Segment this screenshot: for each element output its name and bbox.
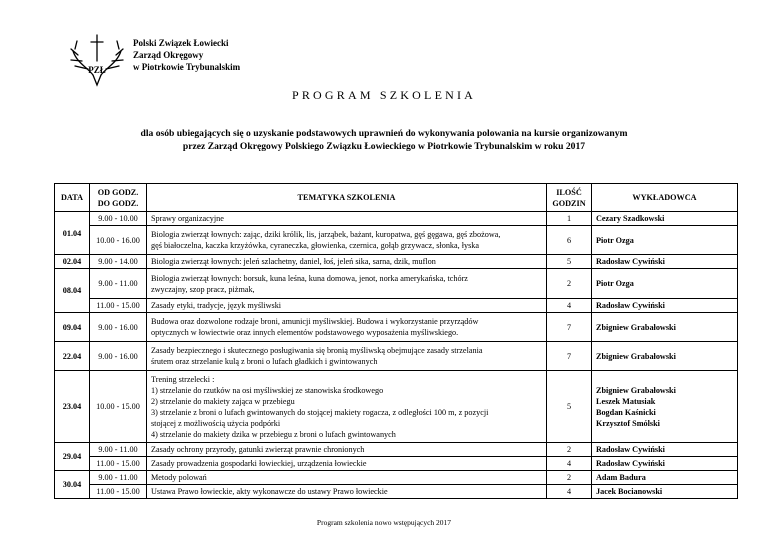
organization-header xyxy=(133,37,240,73)
row-hours: 5 xyxy=(547,371,592,443)
table-row xyxy=(55,269,738,299)
row-hours: 4 xyxy=(547,485,592,499)
topic-line: Metody polowań xyxy=(151,473,207,482)
row-lecturer: Radosław Cywiński xyxy=(592,299,738,313)
row-hours: 6 xyxy=(547,226,592,255)
row-lecturer: Zbigniew Grabałowski xyxy=(592,313,738,342)
row-lecturer xyxy=(592,371,738,443)
pzl-logo-icon xyxy=(67,29,127,89)
topic-line: Biologia zwierząt łownych: jeleń szlachetny, daniel, łoś, jeleń sika, sarna, dzik, muflon xyxy=(151,257,436,266)
topic-line: Zasady ochrony przyrody, gatunki zwierząt prawnie chronionych xyxy=(151,445,365,454)
topic-line: Zasady etyki, tradycje, język myśliwski xyxy=(151,301,282,310)
topic-line: Biologia zwierząt łownych: borsuk, kuna leśna, kuna domowa, jenot, norka amerykańska, tchórz xyxy=(151,273,468,283)
topic-line: optycznych w łowiectwie oraz innych elementów podstawowego wyposażenia myśliwskiego. xyxy=(151,328,459,337)
topic-line: gęś białoczelna, kaczka krzyżówka, cyraneczka, głowienka, czernica, gołąb grzywacz, słonka, łyska xyxy=(151,241,480,250)
table-row xyxy=(55,342,738,371)
row-time: 10.00 - 15.00 xyxy=(90,371,147,443)
table-row xyxy=(55,443,738,457)
row-topic xyxy=(147,342,547,371)
row-time: 10.00 - 16.00 xyxy=(90,226,147,255)
row-time: 9.00 - 10.00 xyxy=(90,212,147,226)
subtitle-line-2: przez Zarząd Okręgowy Polskiego Związku Łowieckiego w Piotrkowie Trybunalskim w roku 2017 xyxy=(182,141,586,152)
row-lecturer: Jacek Bocianowski xyxy=(592,485,738,499)
row-hours: 4 xyxy=(547,457,592,471)
subtitle-line-1: dla osób ubiegających się o uzyskanie podstawowych uprawnień do wykonywania polowania na kursie organizowanym xyxy=(140,128,628,139)
lecturer-line: Leszek Matusiak xyxy=(596,396,656,406)
row-topic xyxy=(147,255,547,269)
header-hours-line-1: ILOŚĆ xyxy=(556,187,582,197)
row-topic xyxy=(147,313,547,342)
topic-line: 1) strzelanie do rzutków na osi myśliwskiej ze stanowiska środkowego xyxy=(151,385,384,395)
row-date: 02.04 xyxy=(55,255,90,269)
table-row xyxy=(55,226,738,255)
topic-line: stojącej z możliwością użycia podpórki xyxy=(151,418,281,428)
row-time: 11.00 - 15.00 xyxy=(90,457,147,471)
row-hours: 7 xyxy=(547,342,592,371)
row-hours: 1 xyxy=(547,212,592,226)
row-topic xyxy=(147,471,547,485)
row-time: 11.00 - 15.00 xyxy=(90,299,147,313)
lecturer-line: Bogdan Kaśnicki xyxy=(596,407,656,417)
row-date: 01.04 xyxy=(55,212,90,255)
org-line-1: Polski Związek Łowiecki xyxy=(133,38,229,48)
table-row xyxy=(55,471,738,485)
header-hours xyxy=(547,184,592,212)
row-topic xyxy=(147,371,547,443)
row-lecturer: Adam Badura xyxy=(592,471,738,485)
row-date: 09.04 xyxy=(55,313,90,342)
row-time: 9.00 - 14.00 xyxy=(90,255,147,269)
table-row xyxy=(55,485,738,499)
table-row xyxy=(55,313,738,342)
row-lecturer: Zbigniew Grabałowski xyxy=(592,342,738,371)
row-time: 9.00 - 16.00 xyxy=(90,342,147,371)
table-row xyxy=(55,371,738,443)
topic-line: 2) strzelanie do makiety zająca w przebiegu xyxy=(151,396,295,406)
row-date: 08.04 xyxy=(55,269,90,313)
row-hours: 5 xyxy=(547,255,592,269)
table-row xyxy=(55,457,738,471)
header-time-to: DO GODZ. xyxy=(97,198,139,208)
row-hours: 2 xyxy=(547,443,592,457)
document-title: PROGRAM SZKOLENIA xyxy=(291,88,477,102)
row-time: 9.00 - 16.00 xyxy=(90,313,147,342)
row-lecturer: Radosław Cywiński xyxy=(592,255,738,269)
row-topic xyxy=(147,269,547,299)
topic-line: Sprawy organizacyjne xyxy=(151,214,224,223)
table-row xyxy=(55,255,738,269)
row-hours: 2 xyxy=(547,471,592,485)
header-hours-line-2: GODZIN xyxy=(552,198,586,208)
row-lecturer: Cezary Szadkowski xyxy=(592,212,738,226)
topic-line: Budowa oraz dozwolone rodzaje broni, amunicji myśliwskiej. Budowa i wykorzystanie przyrządów xyxy=(151,317,479,326)
table-row xyxy=(55,212,738,226)
table-row xyxy=(55,299,738,313)
row-time: 9.00 - 11.00 xyxy=(90,443,147,457)
topic-line: Ustawa Prawo łowieckie, akty wykonawcze do ustawy Prawo łowieckie xyxy=(151,487,388,496)
header-date: DATA xyxy=(55,184,90,212)
topic-line: Biologia zwierząt łownych: zając, dziki królik, lis, jarząbek, bażant, kuropatwa, gęś gęgawa, gęś zbożowa, xyxy=(151,230,501,239)
header-time-from: OD GODZ. xyxy=(97,187,139,197)
header-time xyxy=(90,184,147,212)
document-subtitle xyxy=(0,127,768,153)
row-topic xyxy=(147,212,547,226)
header-lecturer: WYKŁADOWCA xyxy=(592,184,738,212)
row-hours: 7 xyxy=(547,313,592,342)
row-topic xyxy=(147,226,547,255)
topic-line: śrutem oraz strzelanie kulą z broni o lufach gładkich i gwintowanych xyxy=(151,357,378,366)
row-lecturer: Piotr Ozga xyxy=(592,269,738,299)
topic-line: 4) strzelanie do makiety dzika w przebiegu z broni o lufach gwintowanych xyxy=(151,429,396,439)
row-hours: 2 xyxy=(547,269,592,299)
org-line-3: w Piotrkowie Trybunalskim xyxy=(133,62,241,72)
topic-line: zwyczajny, szop pracz, piżmak, xyxy=(151,284,255,294)
row-lecturer: Radosław Cywiński xyxy=(592,457,738,471)
topic-line: Trening strzelecki : xyxy=(151,374,215,384)
row-topic xyxy=(147,457,547,471)
training-schedule-table xyxy=(54,183,738,499)
row-date: 30.04 xyxy=(55,471,90,499)
row-topic xyxy=(147,485,547,499)
lecturer-line: Krzysztof Smólski xyxy=(596,418,660,428)
header-topic: TEMATYKA SZKOLENIA xyxy=(147,184,547,212)
row-date: 22.04 xyxy=(55,342,90,371)
logo-text: PZŁ xyxy=(88,65,106,75)
row-date: 23.04 xyxy=(55,371,90,443)
table-header-row xyxy=(55,184,738,212)
row-time: 11.00 - 15.00 xyxy=(90,485,147,499)
row-topic xyxy=(147,443,547,457)
lecturer-line: Zbigniew Grabałowski xyxy=(596,385,676,395)
topic-line: Zasady prowadzenia gospodarki łowieckiej, urządzenia łowieckie xyxy=(151,459,367,468)
row-hours: 4 xyxy=(547,299,592,313)
topic-line: 3) strzelanie z broni o lufach gwintowanych do stojącej makiety rogacza, z odległości 100 m, z pozycji xyxy=(151,407,489,417)
row-topic xyxy=(147,299,547,313)
org-line-2: Zarząd Okręgowy xyxy=(133,50,204,60)
row-lecturer: Piotr Ozga xyxy=(592,226,738,255)
row-time: 9.00 - 11.00 xyxy=(90,269,147,299)
row-time: 9.00 - 11.00 xyxy=(90,471,147,485)
page-footer: Program szkolenia nowo wstępujących 2017 xyxy=(316,518,452,527)
row-date: 29.04 xyxy=(55,443,90,471)
topic-line: Zasady bezpiecznego i skutecznego posługiwania się bronią myśliwską obejmujące zasady strzelania xyxy=(151,346,483,355)
row-lecturer: Radosław Cywiński xyxy=(592,443,738,457)
